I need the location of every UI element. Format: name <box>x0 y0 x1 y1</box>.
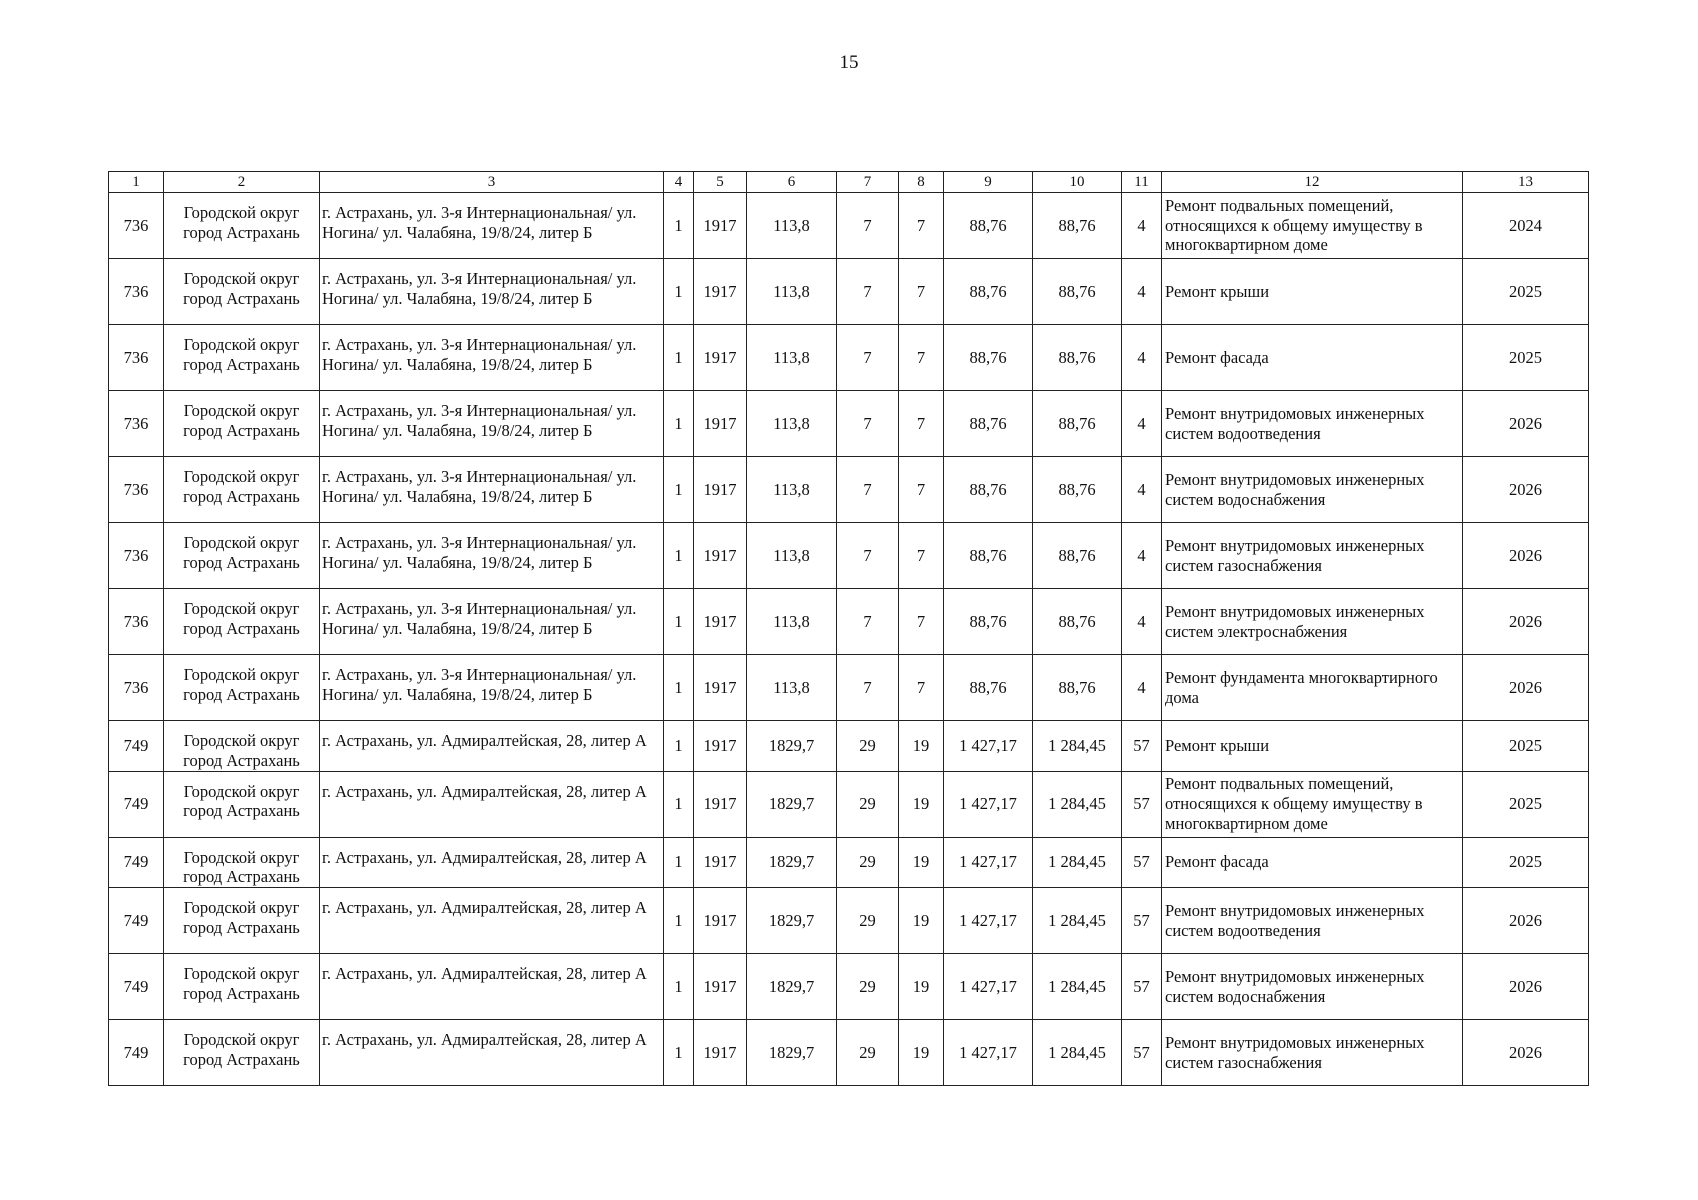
cell-col-7: 7 <box>837 391 899 457</box>
table-row <box>109 457 1589 523</box>
header-row <box>109 172 1589 193</box>
cell-plan-year: 2026 <box>1463 523 1589 589</box>
table-row <box>109 325 1589 391</box>
table-row <box>109 721 1589 772</box>
cell-col-4: 1 <box>664 888 694 954</box>
cell-col-7: 29 <box>837 771 899 837</box>
cell-col-4: 1 <box>664 325 694 391</box>
cell-col-9: 88,76 <box>944 523 1033 589</box>
cell-area: 113,8 <box>747 523 837 589</box>
cell-year: 1917 <box>694 325 747 391</box>
cell-work-type: Ремонт подвальных помещений, относящихся к общему имуществу в многоквартирном доме <box>1162 193 1463 259</box>
cell-municipality: Городской округ город Астрахань <box>164 391 320 457</box>
cell-address: г. Астрахань, ул. 3-я Интернациональная/ ул. Ногина/ ул. Чалабяна, 19/8/24, литер Б <box>320 325 664 391</box>
cell-year: 1917 <box>694 589 747 655</box>
cell-col-10: 88,76 <box>1033 325 1122 391</box>
cell-col-11: 4 <box>1122 193 1162 259</box>
cell-col-4: 1 <box>664 457 694 523</box>
cell-municipality: Городской округ город Астрахань <box>164 888 320 954</box>
cell-plan-year: 2026 <box>1463 589 1589 655</box>
cell-municipality: Городской округ город Астрахань <box>164 1020 320 1086</box>
cell-col-11: 57 <box>1122 771 1162 837</box>
cell-address: г. Астрахань, ул. 3-я Интернациональная/ ул. Ногина/ ул. Чалабяна, 19/8/24, литер Б <box>320 589 664 655</box>
cell-plan-year: 2025 <box>1463 721 1589 772</box>
cell-area: 113,8 <box>747 325 837 391</box>
cell-row-number: 749 <box>109 1020 164 1086</box>
cell-area: 1829,7 <box>747 837 837 888</box>
cell-row-number: 749 <box>109 721 164 772</box>
cell-col-7: 29 <box>837 954 899 1020</box>
cell-col-8: 19 <box>899 721 944 772</box>
cell-col-11: 57 <box>1122 954 1162 1020</box>
table-row <box>109 589 1589 655</box>
cell-year: 1917 <box>694 391 747 457</box>
cell-col-11: 4 <box>1122 259 1162 325</box>
cell-col-9: 88,76 <box>944 589 1033 655</box>
cell-col-7: 29 <box>837 888 899 954</box>
table-row <box>109 523 1589 589</box>
cell-work-type: Ремонт крыши <box>1162 721 1463 772</box>
cell-col-11: 4 <box>1122 391 1162 457</box>
cell-col-9: 1 427,17 <box>944 888 1033 954</box>
column-header-4: 4 <box>664 172 694 193</box>
cell-plan-year: 2024 <box>1463 193 1589 259</box>
cell-work-type: Ремонт внутридомовых инженерных систем газоснабжения <box>1162 523 1463 589</box>
table-row <box>109 1020 1589 1086</box>
cell-year: 1917 <box>694 193 747 259</box>
column-header-2: 2 <box>164 172 320 193</box>
cell-row-number: 749 <box>109 888 164 954</box>
cell-area: 113,8 <box>747 589 837 655</box>
cell-municipality: Городской округ город Астрахань <box>164 954 320 1020</box>
cell-work-type: Ремонт внутридомовых инженерных систем водоотведения <box>1162 391 1463 457</box>
cell-year: 1917 <box>694 457 747 523</box>
cell-col-8: 7 <box>899 193 944 259</box>
cell-col-11: 4 <box>1122 457 1162 523</box>
column-header-11: 11 <box>1122 172 1162 193</box>
cell-col-8: 7 <box>899 589 944 655</box>
cell-col-10: 1 284,45 <box>1033 837 1122 888</box>
cell-col-4: 1 <box>664 721 694 772</box>
cell-work-type: Ремонт внутридомовых инженерных систем водоснабжения <box>1162 457 1463 523</box>
cell-col-7: 7 <box>837 193 899 259</box>
cell-col-4: 1 <box>664 655 694 721</box>
cell-work-type: Ремонт фасада <box>1162 325 1463 391</box>
cell-year: 1917 <box>694 888 747 954</box>
cell-col-7: 29 <box>837 837 899 888</box>
cell-row-number: 749 <box>109 771 164 837</box>
cell-year: 1917 <box>694 837 747 888</box>
table-row <box>109 259 1589 325</box>
cell-col-4: 1 <box>664 193 694 259</box>
cell-area: 113,8 <box>747 391 837 457</box>
cell-work-type: Ремонт внутридомовых инженерных систем водоотведения <box>1162 888 1463 954</box>
cell-municipality: Городской округ город Астрахань <box>164 523 320 589</box>
cell-year: 1917 <box>694 259 747 325</box>
cell-row-number: 736 <box>109 259 164 325</box>
cell-col-8: 19 <box>899 837 944 888</box>
cell-col-10: 1 284,45 <box>1033 721 1122 772</box>
cell-col-10: 88,76 <box>1033 655 1122 721</box>
cell-col-10: 88,76 <box>1033 193 1122 259</box>
column-header-6: 6 <box>747 172 837 193</box>
cell-col-8: 7 <box>899 457 944 523</box>
cell-col-11: 57 <box>1122 1020 1162 1086</box>
cell-work-type: Ремонт крыши <box>1162 259 1463 325</box>
cell-municipality: Городской округ город Астрахань <box>164 193 320 259</box>
cell-col-4: 1 <box>664 259 694 325</box>
cell-plan-year: 2026 <box>1463 954 1589 1020</box>
cell-address: г. Астрахань, ул. 3-я Интернациональная/ ул. Ногина/ ул. Чалабяна, 19/8/24, литер Б <box>320 523 664 589</box>
cell-municipality: Городской округ город Астрахань <box>164 655 320 721</box>
cell-col-8: 19 <box>899 888 944 954</box>
cell-col-9: 88,76 <box>944 259 1033 325</box>
cell-row-number: 736 <box>109 457 164 523</box>
cell-plan-year: 2025 <box>1463 837 1589 888</box>
cell-col-9: 1 427,17 <box>944 954 1033 1020</box>
cell-year: 1917 <box>694 1020 747 1086</box>
column-header-9: 9 <box>944 172 1033 193</box>
cell-col-8: 7 <box>899 391 944 457</box>
cell-col-7: 7 <box>837 259 899 325</box>
cell-address: г. Астрахань, ул. Адмиралтейская, 28, литер А <box>320 954 664 1020</box>
table-body <box>109 193 1589 1086</box>
cell-col-10: 1 284,45 <box>1033 771 1122 837</box>
cell-year: 1917 <box>694 523 747 589</box>
cell-plan-year: 2026 <box>1463 655 1589 721</box>
cell-row-number: 736 <box>109 193 164 259</box>
cell-address: г. Астрахань, ул. 3-я Интернациональная/ ул. Ногина/ ул. Чалабяна, 19/8/24, литер Б <box>320 457 664 523</box>
cell-row-number: 736 <box>109 589 164 655</box>
cell-area: 1829,7 <box>747 1020 837 1086</box>
cell-address: г. Астрахань, ул. 3-я Интернациональная/ ул. Ногина/ ул. Чалабяна, 19/8/24, литер Б <box>320 259 664 325</box>
cell-col-11: 57 <box>1122 888 1162 954</box>
table-row <box>109 888 1589 954</box>
cell-municipality: Городской округ город Астрахань <box>164 837 320 888</box>
cell-col-8: 19 <box>899 771 944 837</box>
cell-plan-year: 2025 <box>1463 325 1589 391</box>
cell-col-9: 88,76 <box>944 655 1033 721</box>
cell-area: 1829,7 <box>747 721 837 772</box>
cell-col-8: 7 <box>899 325 944 391</box>
cell-col-10: 1 284,45 <box>1033 954 1122 1020</box>
cell-col-4: 1 <box>664 391 694 457</box>
cell-col-10: 88,76 <box>1033 391 1122 457</box>
table-row <box>109 837 1589 888</box>
cell-work-type: Ремонт внутридомовых инженерных систем водоснабжения <box>1162 954 1463 1020</box>
cell-area: 1829,7 <box>747 888 837 954</box>
cell-work-type: Ремонт фундамента многоквартирного дома <box>1162 655 1463 721</box>
cell-address: г. Астрахань, ул. 3-я Интернациональная/ ул. Ногина/ ул. Чалабяна, 19/8/24, литер Б <box>320 193 664 259</box>
cell-address: г. Астрахань, ул. Адмиралтейская, 28, литер А <box>320 721 664 772</box>
cell-col-4: 1 <box>664 771 694 837</box>
cell-col-11: 4 <box>1122 523 1162 589</box>
cell-col-10: 88,76 <box>1033 457 1122 523</box>
column-header-10: 10 <box>1033 172 1122 193</box>
cell-col-7: 7 <box>837 655 899 721</box>
cell-municipality: Городской округ город Астрахань <box>164 721 320 772</box>
cell-col-7: 7 <box>837 523 899 589</box>
column-header-5: 5 <box>694 172 747 193</box>
cell-plan-year: 2025 <box>1463 259 1589 325</box>
cell-col-4: 1 <box>664 1020 694 1086</box>
cell-year: 1917 <box>694 771 747 837</box>
cell-col-7: 29 <box>837 1020 899 1086</box>
cell-address: г. Астрахань, ул. Адмиралтейская, 28, литер А <box>320 888 664 954</box>
cell-col-11: 4 <box>1122 589 1162 655</box>
cell-col-4: 1 <box>664 954 694 1020</box>
cell-plan-year: 2026 <box>1463 391 1589 457</box>
table-row <box>109 655 1589 721</box>
cell-row-number: 736 <box>109 391 164 457</box>
cell-col-8: 7 <box>899 523 944 589</box>
table-row <box>109 771 1589 837</box>
cell-year: 1917 <box>694 655 747 721</box>
table-row <box>109 954 1589 1020</box>
cell-col-10: 88,76 <box>1033 259 1122 325</box>
cell-col-9: 1 427,17 <box>944 837 1033 888</box>
cell-area: 113,8 <box>747 259 837 325</box>
cell-col-11: 57 <box>1122 837 1162 888</box>
cell-col-8: 7 <box>899 259 944 325</box>
cell-col-4: 1 <box>664 523 694 589</box>
cell-col-10: 1 284,45 <box>1033 888 1122 954</box>
cell-row-number: 736 <box>109 655 164 721</box>
column-header-7: 7 <box>837 172 899 193</box>
cell-col-9: 1 427,17 <box>944 721 1033 772</box>
cell-col-4: 1 <box>664 837 694 888</box>
cell-col-9: 88,76 <box>944 193 1033 259</box>
cell-municipality: Городской округ город Астрахань <box>164 259 320 325</box>
cell-area: 1829,7 <box>747 771 837 837</box>
cell-municipality: Городской округ город Астрахань <box>164 771 320 837</box>
cell-address: г. Астрахань, ул. Адмиралтейская, 28, литер А <box>320 1020 664 1086</box>
cell-col-8: 19 <box>899 1020 944 1086</box>
cell-work-type: Ремонт подвальных помещений, относящихся к общему имуществу в многоквартирном доме <box>1162 771 1463 837</box>
cell-area: 113,8 <box>747 193 837 259</box>
page-number: 15 <box>839 52 859 73</box>
table-row <box>109 391 1589 457</box>
cell-work-type: Ремонт фасада <box>1162 837 1463 888</box>
cell-plan-year: 2025 <box>1463 771 1589 837</box>
cell-plan-year: 2026 <box>1463 888 1589 954</box>
cell-area: 1829,7 <box>747 954 837 1020</box>
cell-col-9: 88,76 <box>944 325 1033 391</box>
cell-col-8: 7 <box>899 655 944 721</box>
cell-address: г. Астрахань, ул. 3-я Интернациональная/ ул. Ногина/ ул. Чалабяна, 19/8/24, литер Б <box>320 655 664 721</box>
column-header-3: 3 <box>320 172 664 193</box>
cell-area: 113,8 <box>747 457 837 523</box>
cell-work-type: Ремонт внутридомовых инженерных систем электроснабжения <box>1162 589 1463 655</box>
cell-col-7: 7 <box>837 325 899 391</box>
cell-col-10: 88,76 <box>1033 523 1122 589</box>
cell-col-11: 57 <box>1122 721 1162 772</box>
cell-plan-year: 2026 <box>1463 1020 1589 1086</box>
cell-address: г. Астрахань, ул. Адмиралтейская, 28, литер А <box>320 771 664 837</box>
column-header-8: 8 <box>899 172 944 193</box>
column-header-1: 1 <box>109 172 164 193</box>
registry-table <box>108 171 1589 1086</box>
cell-year: 1917 <box>694 954 747 1020</box>
column-header-12: 12 <box>1162 172 1463 193</box>
cell-col-8: 19 <box>899 954 944 1020</box>
cell-col-10: 88,76 <box>1033 589 1122 655</box>
cell-address: г. Астрахань, ул. Адмиралтейская, 28, литер А <box>320 837 664 888</box>
cell-col-11: 4 <box>1122 655 1162 721</box>
cell-address: г. Астрахань, ул. 3-я Интернациональная/ ул. Ногина/ ул. Чалабяна, 19/8/24, литер Б <box>320 391 664 457</box>
cell-municipality: Городской округ город Астрахань <box>164 457 320 523</box>
cell-col-10: 1 284,45 <box>1033 1020 1122 1086</box>
cell-row-number: 736 <box>109 523 164 589</box>
cell-municipality: Городской округ город Астрахань <box>164 589 320 655</box>
cell-year: 1917 <box>694 721 747 772</box>
table-row <box>109 193 1589 259</box>
column-header-13: 13 <box>1463 172 1589 193</box>
cell-col-11: 4 <box>1122 325 1162 391</box>
cell-col-9: 88,76 <box>944 457 1033 523</box>
cell-col-9: 1 427,17 <box>944 1020 1033 1086</box>
cell-row-number: 749 <box>109 954 164 1020</box>
cell-col-9: 1 427,17 <box>944 771 1033 837</box>
cell-municipality: Городской округ город Астрахань <box>164 325 320 391</box>
table-header <box>109 172 1589 193</box>
cell-row-number: 736 <box>109 325 164 391</box>
cell-col-7: 7 <box>837 457 899 523</box>
cell-plan-year: 2026 <box>1463 457 1589 523</box>
cell-work-type: Ремонт внутридомовых инженерных систем газоснабжения <box>1162 1020 1463 1086</box>
cell-row-number: 749 <box>109 837 164 888</box>
cell-col-4: 1 <box>664 589 694 655</box>
cell-area: 113,8 <box>747 655 837 721</box>
cell-col-7: 7 <box>837 589 899 655</box>
cell-col-9: 88,76 <box>944 391 1033 457</box>
cell-col-7: 29 <box>837 721 899 772</box>
